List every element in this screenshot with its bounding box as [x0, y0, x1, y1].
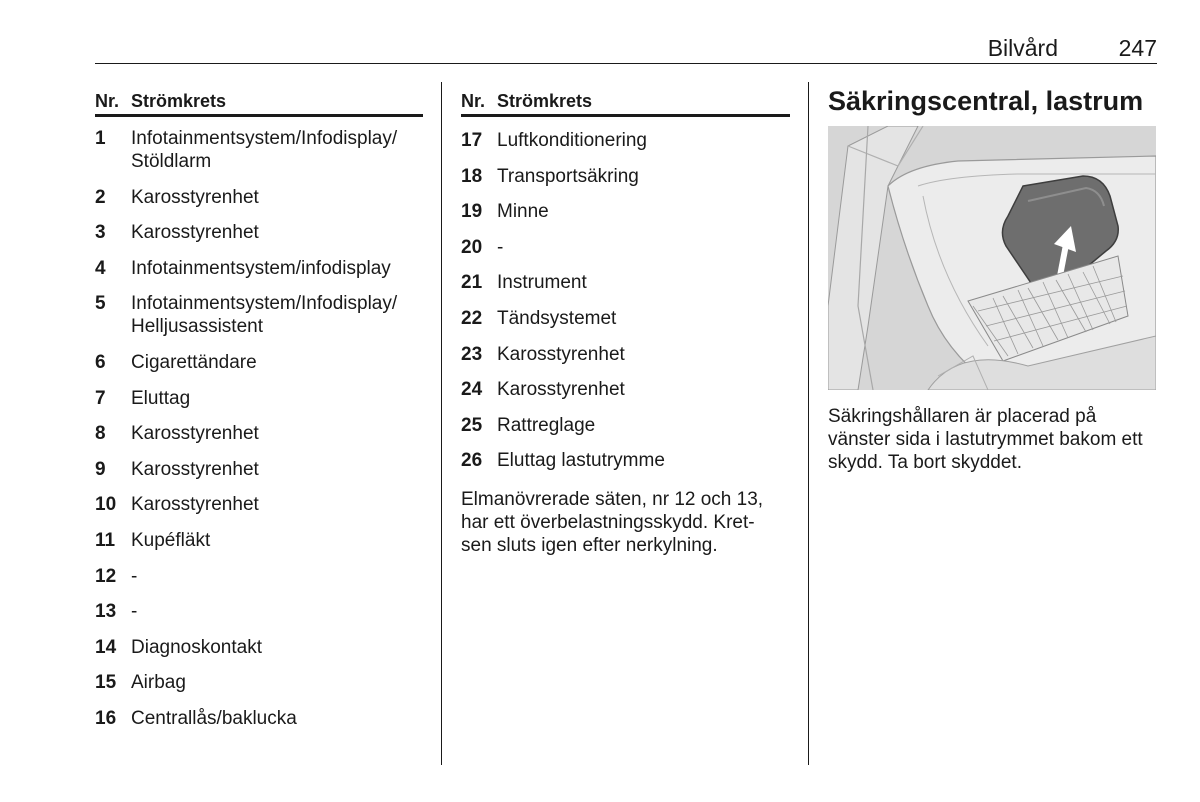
- circuit-name: Karosstyrenhet: [131, 494, 259, 516]
- overload-note: Elmanövrerade säten, nr 12 och 13, har ett överbelastningsskydd. Kret- sen sluts igen efter nerkylning.: [461, 489, 764, 557]
- circuit-name: Eluttag: [131, 387, 191, 409]
- fuse-table-right: [461, 86, 790, 557]
- fuse-number: 17: [461, 130, 483, 151]
- table-row: [95, 529, 423, 552]
- fuse-number: 3: [95, 222, 106, 244]
- fuse-number: 9: [95, 458, 106, 480]
- circuit-name: Instrument: [497, 272, 587, 294]
- table-row: [461, 200, 790, 223]
- fuse-number: 2: [95, 186, 106, 208]
- table-row: [95, 186, 423, 209]
- fuse-number: 21: [461, 272, 483, 294]
- header-section-title: Bilvård: [987, 35, 1058, 61]
- table-row: [95, 493, 423, 516]
- fuse-number: 16: [95, 707, 117, 729]
- circuit-name: Infotainmentsystem/Infodisplay/ Helljusassistent: [131, 293, 398, 338]
- column-header-nr: Nr.: [461, 91, 486, 111]
- table-row: [461, 307, 790, 330]
- table-row: [461, 414, 790, 437]
- column-divider-1: [441, 82, 442, 765]
- column-header-circuit: Strömkrets: [497, 91, 593, 111]
- circuit-name: -: [131, 565, 138, 587]
- circuit-name: Karosstyrenhet: [131, 186, 259, 208]
- table-row: [95, 671, 423, 694]
- circuit-name: Transportsäkring: [497, 165, 639, 187]
- circuit-name: Centrallås/baklucka: [131, 707, 297, 729]
- fuse-number: 20: [461, 236, 483, 258]
- circuit-name: Karosstyrenhet: [131, 222, 259, 244]
- table-body: [95, 127, 423, 730]
- circuit-name: Tändsystemet: [497, 307, 617, 329]
- fuse-number: 11: [95, 529, 116, 551]
- table-row: [461, 343, 790, 366]
- fuse-number: 5: [95, 293, 106, 315]
- table-row: [95, 600, 423, 623]
- circuit-name: -: [131, 601, 138, 623]
- table-row: [95, 636, 423, 659]
- circuit-name: Karosstyrenhet: [497, 379, 625, 401]
- table-row: [95, 387, 423, 410]
- circuit-name: Luftkonditionering: [497, 130, 647, 151]
- fuse-number: 22: [461, 307, 483, 329]
- circuit-name: Eluttag lastutrymme: [497, 450, 665, 472]
- header-rule: [95, 63, 1157, 64]
- table-header: [95, 86, 423, 117]
- cargo-fuse-box-illustration: [828, 126, 1156, 390]
- circuit-name: -: [497, 236, 504, 258]
- table-row: [461, 449, 790, 472]
- table-row: [95, 127, 423, 173]
- fuse-number: 18: [461, 165, 483, 187]
- fuse-number: 25: [461, 414, 483, 436]
- circuit-name: Minne: [497, 201, 549, 223]
- fuse-number: 19: [461, 201, 483, 223]
- column-divider-2: [808, 82, 809, 765]
- fuse-number: 23: [461, 343, 483, 365]
- table-row: [461, 129, 790, 152]
- circuit-name: Karosstyrenhet: [131, 458, 259, 480]
- table-row: [95, 292, 423, 338]
- circuit-name: Cigarettändare: [131, 351, 257, 373]
- table-header: [461, 86, 790, 117]
- fuse-box-section: [828, 86, 1158, 474]
- fuse-number: 24: [461, 379, 483, 401]
- fuse-number: 1: [95, 128, 106, 149]
- table-row: [461, 271, 790, 294]
- circuit-name: Diagnoskontakt: [131, 636, 262, 658]
- fuse-number: 15: [95, 672, 117, 694]
- circuit-name: Airbag: [131, 672, 186, 694]
- fuse-number: 7: [95, 387, 106, 409]
- table-row: [95, 221, 423, 244]
- fuse-number: 8: [95, 423, 106, 445]
- table-row: [95, 565, 423, 588]
- column-header-circuit: Strömkrets: [131, 91, 227, 111]
- fuse-number: 26: [461, 450, 483, 472]
- table-row: [461, 165, 790, 188]
- circuit-name: Karosstyrenhet: [131, 423, 259, 445]
- table-row: [461, 236, 790, 259]
- column-header-nr: Nr.: [95, 91, 120, 111]
- section-paragraph: Säkringshållaren är placerad på vänster sida i lastutrymmet bakom ett skydd. Ta bort skyddet.: [828, 406, 1143, 473]
- table-row: [461, 378, 790, 401]
- fuse-table-left: [95, 86, 423, 743]
- page-number: 247: [1118, 35, 1157, 61]
- section-title: Säkringscentral, lastrum: [828, 86, 1144, 116]
- circuit-name: Karosstyrenhet: [497, 343, 625, 365]
- fuse-number: 12: [95, 565, 117, 587]
- table-row: [95, 422, 423, 445]
- circuit-name: Kupéfläkt: [131, 529, 211, 551]
- table-row: [95, 707, 423, 730]
- circuit-name: Infotainmentsystem/Infodisplay/ Stöldlarm: [131, 128, 398, 172]
- table-row: [95, 351, 423, 374]
- fuse-number: 10: [95, 494, 117, 516]
- circuit-name: Infotainmentsystem/infodisplay: [131, 257, 391, 279]
- fuse-number: 13: [95, 601, 117, 623]
- table-body: [461, 129, 790, 472]
- table-row: [95, 257, 423, 280]
- fuse-number: 14: [95, 636, 117, 658]
- fuse-number: 6: [95, 351, 106, 373]
- table-row: [95, 458, 423, 481]
- circuit-name: Rattreglage: [497, 414, 596, 436]
- fuse-number: 4: [95, 257, 106, 279]
